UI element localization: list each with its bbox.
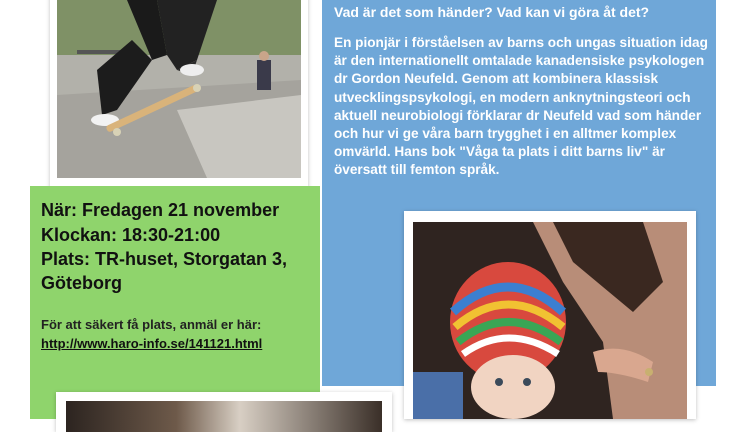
info-body: En pionjär i förståelsen av barns och ungas situation idag är den internationellt omtalade kanadensiske psykologen dr Gordon Neufeld. Genom att kombinera klassisk utvecklingspsykologi, en modern anknytningsteori och aktuell neurobiologi förklarar dr Neufeld vad som händer och hur vi ge våra barn trygghet i en alltmer komplex omvärld. Hans bok "Våga ta plats i ditt barns liv" är översatt till femton språk. [334, 35, 708, 178]
info-heading: Vad är det som händer? Vad kan vi göra åt det? [334, 4, 650, 20]
bottom-photo-image [66, 401, 382, 432]
skateboarder-photo [50, 0, 308, 188]
event-place: Plats: TR-huset, Storgatan 3, [41, 249, 288, 269]
event-city: Göteborg [41, 273, 122, 293]
event-date: När: Fredagen 21 november [41, 200, 280, 220]
registration-text: För att säkert få plats, anmäl er här: [41, 317, 262, 332]
event-time: Klockan: 18:30-21:00 [41, 225, 221, 245]
registration-link[interactable]: http://www.haro-info.se/141121.html [41, 336, 263, 351]
baby-photo-image [413, 222, 687, 419]
baby-photo [404, 211, 696, 419]
skateboarder-photo-image [57, 0, 301, 178]
bottom-photo [56, 392, 392, 432]
